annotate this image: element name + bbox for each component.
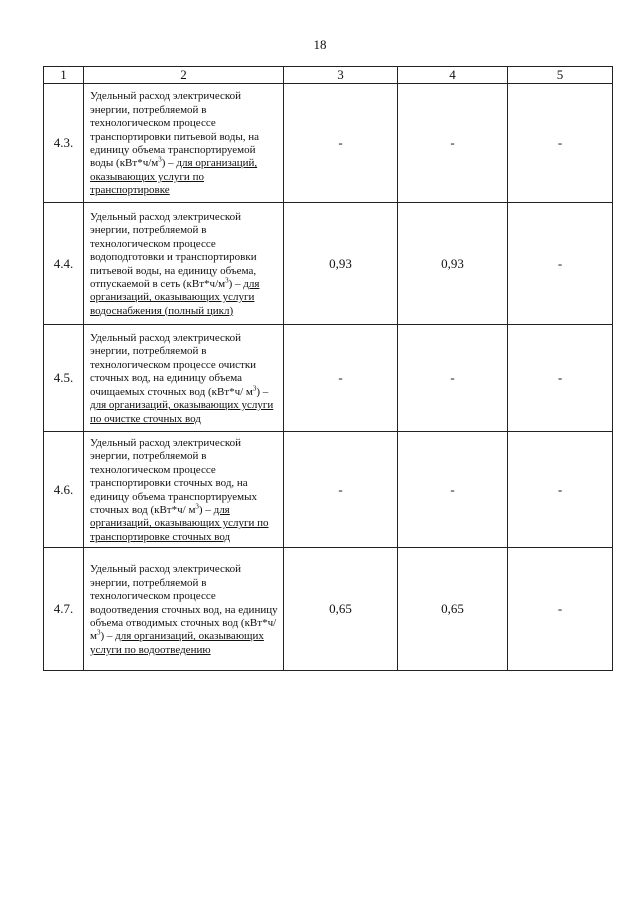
indicators-table (43, 66, 613, 671)
header-cell: 1 (44, 67, 84, 84)
row-number: 4.5. (44, 325, 84, 432)
row-description: Удельный расход электрической энергии, потребляемой в технологическом процессе транспортировки сточных вод, на единицу объема транспортируемых сточных вод (кВт*ч/ $м^3$) – для организаций, оказывающих услуги по транспортировке сточных вод (84, 432, 284, 548)
value-col4: - (398, 325, 508, 432)
table-row (44, 432, 613, 548)
value-col3: 0,65 (284, 548, 398, 671)
value-col5: - (508, 548, 613, 671)
row-description: Удельный расход электрической энергии, потребляемой в технологическом процессе водоотведения сточных вод, на единицу объема отводимых сточных вод (кВт*ч/ $м^3$) – для организаций, оказывающих услуги по водоотведению (84, 548, 284, 671)
row-number: 4.4. (44, 203, 84, 325)
header-cell: 2 (84, 67, 284, 84)
value-col5: - (508, 84, 613, 203)
applicability-note: для организаций, оказывающих услуги по транспортировке сточных вод (90, 504, 269, 543)
value-col3: - (284, 432, 398, 548)
value-col3: - (284, 84, 398, 203)
value-col4: 0,65 (398, 548, 508, 671)
row-number: 4.7. (44, 548, 84, 671)
page-number: 18 (313, 37, 327, 52)
value-col3: - (284, 325, 398, 432)
applicability-note: для организаций, оказывающих услуги водоснабжения (полный цикл) (90, 277, 260, 317)
table-row (44, 548, 613, 671)
table-header-row (44, 67, 613, 84)
header-cell: 5 (508, 67, 613, 84)
table-row (44, 84, 613, 203)
value-col3: 0,93 (284, 203, 398, 325)
value-col5: - (508, 432, 613, 548)
applicability-note: для организаций, оказывающих услуги по очистке сточных вод (90, 399, 274, 425)
header-cell: 4 (398, 67, 508, 84)
row-description: Удельный расход электрической энергии, потребляемой в технологическом процессе транспортировки питьевой воды, на единицу объема транспортируемой воды $(кВт*ч/м^3)$ – для организаций, оказывающих услуги по транспортировке (84, 84, 284, 203)
value-col5: - (508, 325, 613, 432)
value-col4: - (398, 84, 508, 203)
value-col4: - (398, 432, 508, 548)
row-number: 4.6. (44, 432, 84, 548)
row-description: Удельный расход электрической энергии, потребляемой в технологическом процессе водоподготовки и транспортировки питьевой воды, на единицу объема, отпускаемой в сеть $(кВт*ч/м^3)$ – для организаций, оказывающих услуги водоснабжения (полный цикл) (84, 203, 284, 325)
value-col4: 0,93 (398, 203, 508, 325)
header-cell: 3 (284, 67, 398, 84)
applicability-note: для организаций, оказывающих услуги по транспортировке (90, 157, 258, 197)
table-row (44, 203, 613, 325)
applicability-note: для организаций, оказывающих услуги по водоотведению (90, 630, 264, 656)
table-row (44, 325, 613, 432)
row-number: 4.3. (44, 84, 84, 203)
row-description: Удельный расход электрической энергии, потребляемой в технологическом процессе очистки сточных вод, на единицу объема очищаемых сточных вод (кВт*ч/ $м^3$) – для организаций, оказывающих услуги по очистке сточных вод (84, 325, 284, 432)
value-col5: - (508, 203, 613, 325)
